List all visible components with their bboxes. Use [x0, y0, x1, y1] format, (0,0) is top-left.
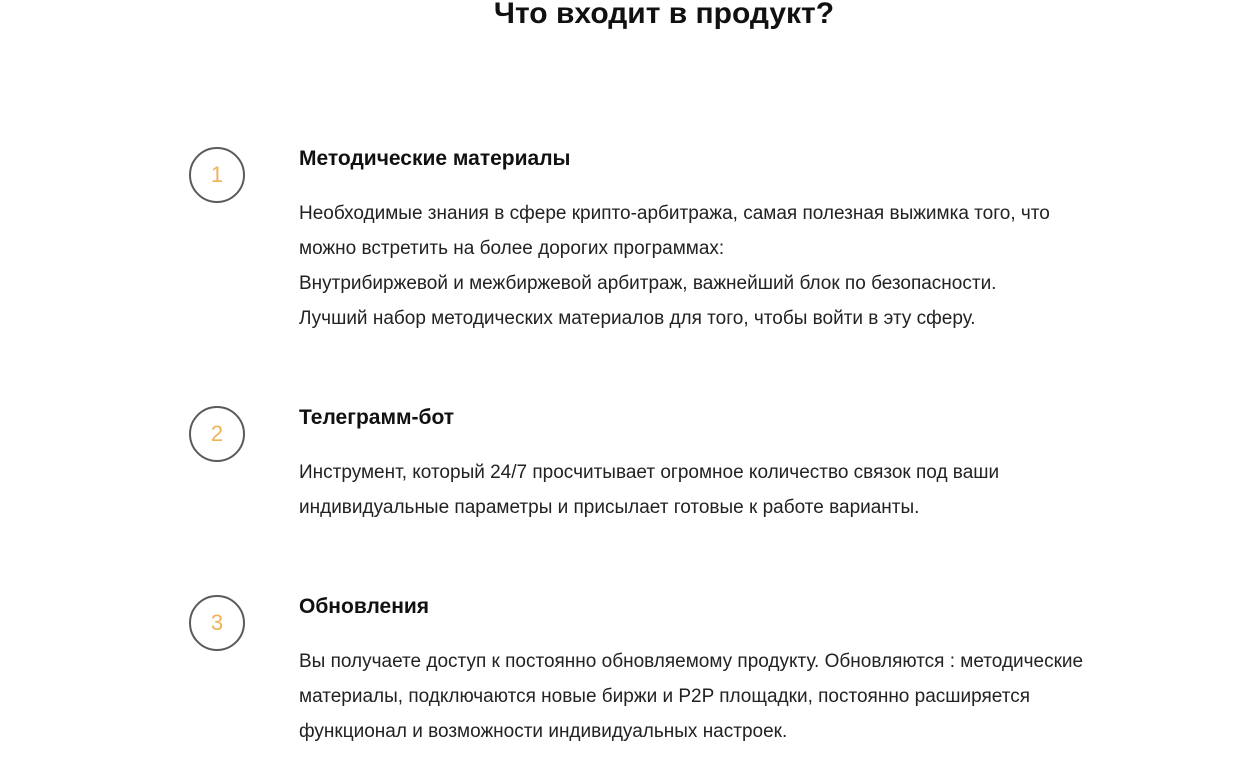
step-number-badge: 1	[189, 147, 245, 203]
step-description	[299, 455, 1139, 525]
step-heading: Методические материалы	[299, 147, 571, 170]
step-description	[299, 644, 1139, 749]
step-description-line: Инструмент, который 24/7 просчитывает огромное количество связок под ваши	[299, 462, 1000, 483]
step-description-line: функционал и возможности индивидуальных настроек.	[299, 721, 788, 742]
step-heading: Телеграмм-бот	[299, 406, 455, 429]
step-description	[299, 196, 1139, 336]
step-description-line: можно встретить на более дорогих программах:	[299, 238, 725, 259]
step-description-line: Вы получаете доступ к постоянно обновляемому продукту. Обновляются : методические	[299, 651, 1084, 672]
step-description-line: Необходимые знания в сфере крипто-арбитража, самая полезная выжимка того, что	[299, 203, 1050, 224]
step-number-badge: 2	[189, 406, 245, 462]
step-description-line: Лучший набор методических материалов для того, чтобы войти в эту сферу.	[299, 308, 976, 329]
section-title: Что входит в продукт?	[493, 0, 835, 30]
step-description-line: индивидуальные параметры и присылает готовые к работе варианты.	[299, 497, 920, 518]
step-number-badge: 3	[189, 595, 245, 651]
step-heading: Обновления	[299, 595, 430, 618]
step-description-line: Внутрибиржевой и межбиржевой арбитраж, важнейший блок по безопасности.	[299, 273, 997, 294]
step-description-line: материалы, подключаются новые биржи и P2P площадки, постоянно расширяется	[299, 686, 1030, 707]
